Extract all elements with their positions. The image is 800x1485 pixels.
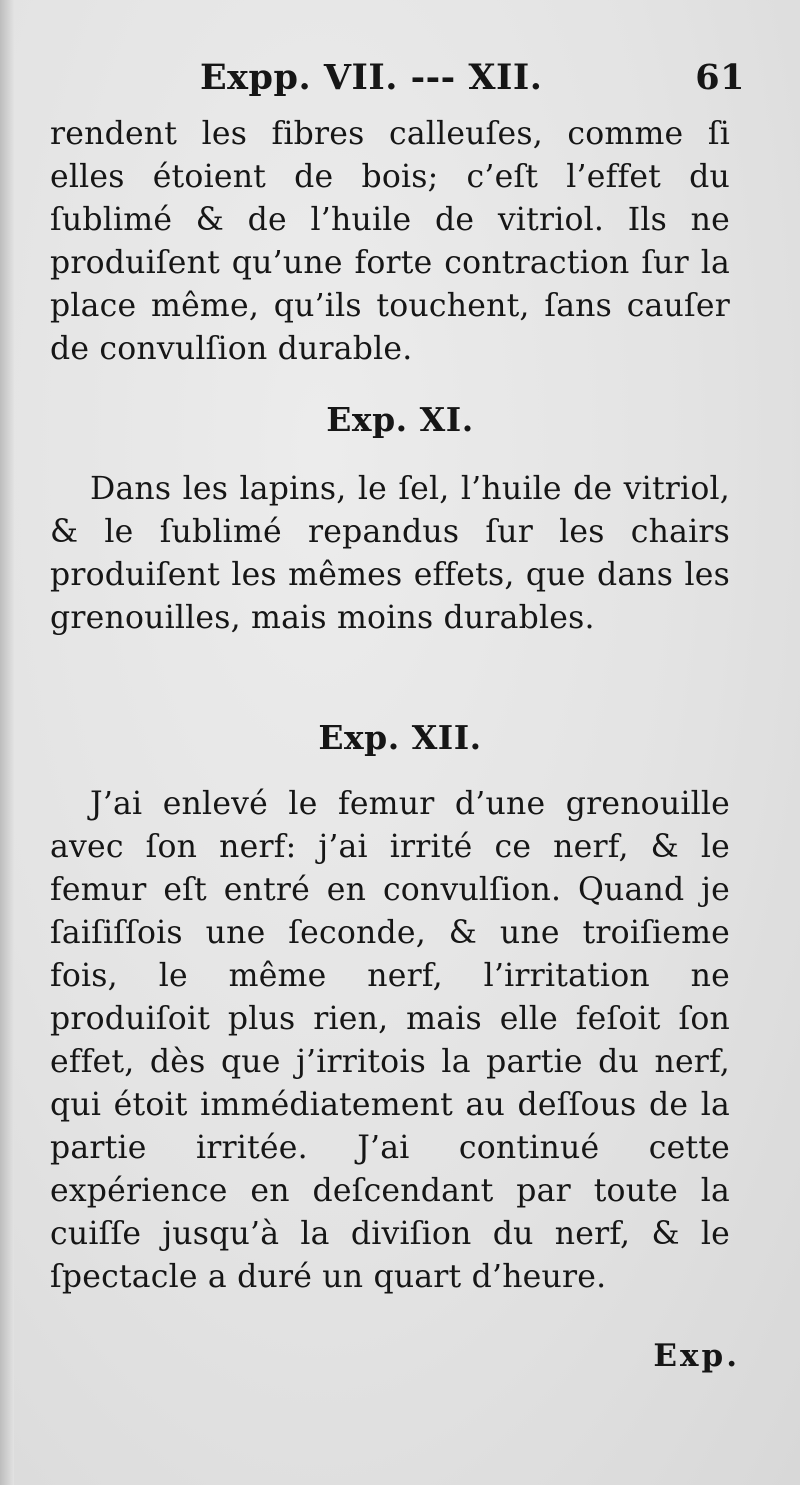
- continuation-paragraph: rendent les fibres calleuſes, comme ſi elles étoient de bois; c’eſt l’effet du ſublimé & de l’huile de vitriol. Ils ne produiſent qu’une forte contraction ſur la place même, qu’ils touchent, ſans cauſer de convulſion durable.: [50, 116, 730, 367]
- section-heading-exp-xii: Exp. XII.: [318, 718, 482, 757]
- section-paragraph-exp-xii: J’ai enlevé le femur d’une grenouille avec ſon nerf: j’ai irrité ce nerf, & le femur eſt entré en convulſion. Quand je ſaiſiſſois une ſeconde, & une troiſieme fois, le même nerf, l’irritation ne produiſoit plus rien, mais elle feſoit ſon effet, dès que j’irritois la partie du nerf, qui étoit immédiatement au deſſous de la partie irritée. J’ai continué cette expérience en deſcendant par toute la cuiſſe jusqu’à la diviſion du nerf, & le ſpectacle a duré un quart d’heure.: [50, 786, 730, 1295]
- section-paragraph-exp-xi: Dans les lapins, le ſel, l’huile de vitriol, & le ſublimé repandus ſur les chairs produiſent les mêmes effets, que dans les grenouilles, mais moins durables.: [50, 471, 730, 636]
- section-heading-exp-xi: Exp. XI.: [326, 400, 474, 439]
- page-number: 61: [695, 57, 745, 98]
- running-head-title: Expp. VII. --- XII.: [200, 57, 543, 98]
- running-head: [200, 56, 745, 100]
- catchword: Exp.: [653, 1338, 740, 1374]
